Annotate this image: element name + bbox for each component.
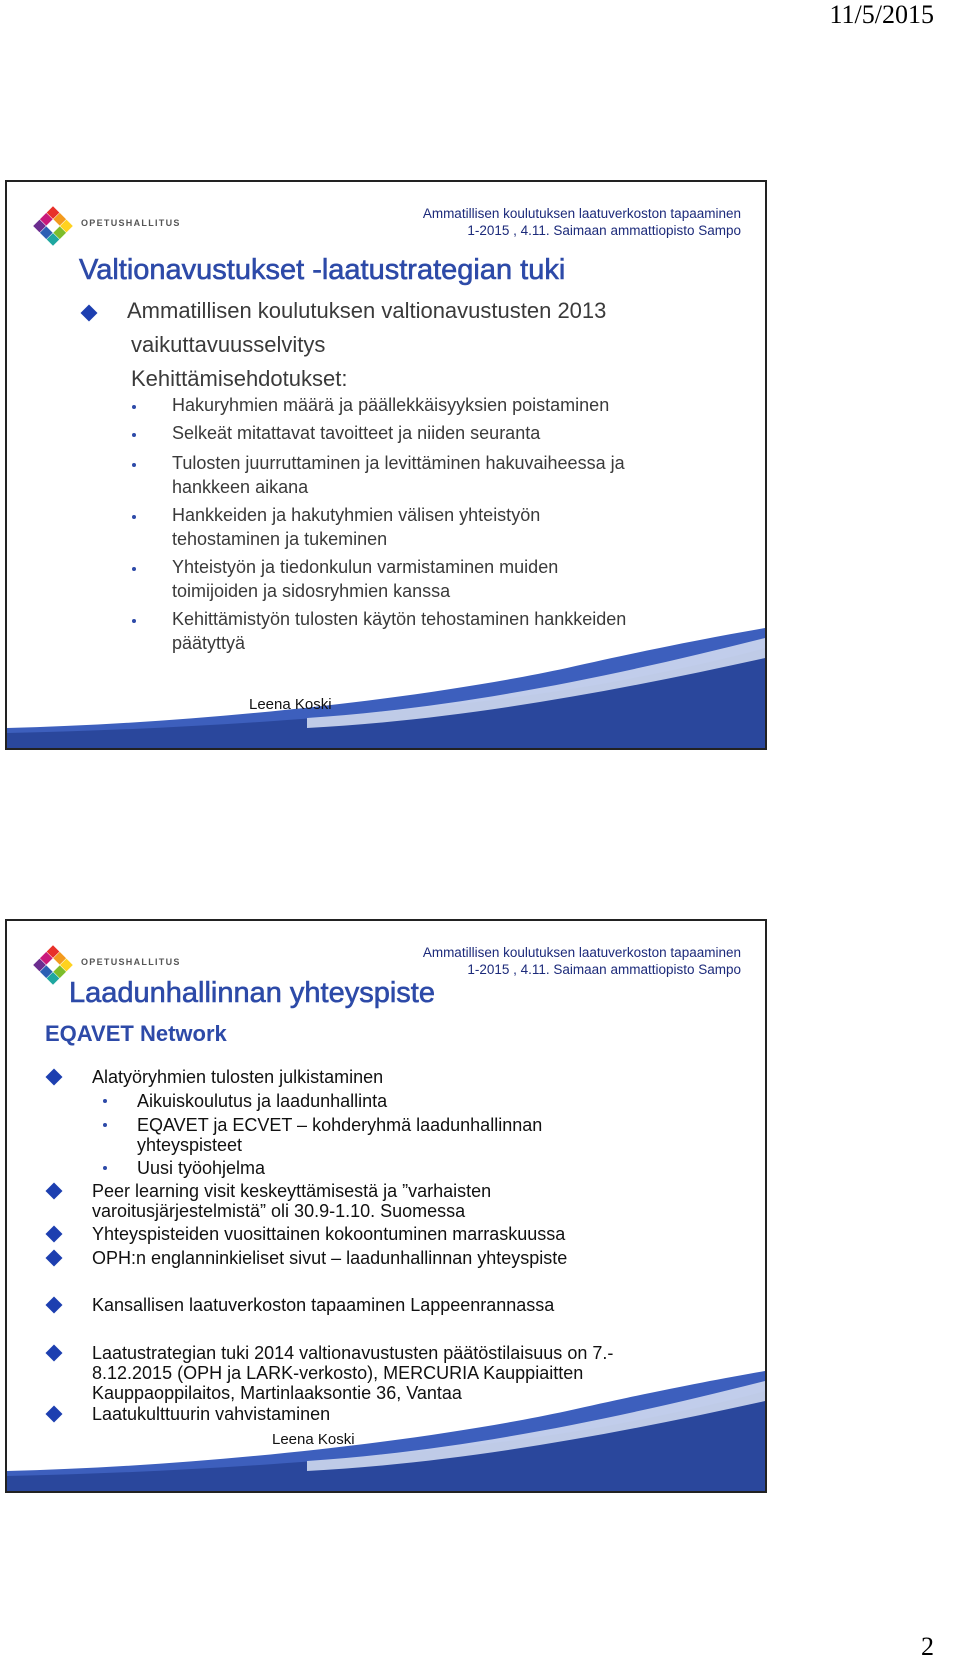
meeting-info: Ammatillisen koulutuksen laatuverkoston tapaaminen 1-2015 , 4.11. Saimaan ammattiopisto Sampo xyxy=(422,945,741,977)
diamond-bullet-icon xyxy=(46,1183,63,1200)
meeting-info: Ammatillisen koulutuksen laatuverkoston tapaaminen 1-2015 , 4.11. Saimaan ammattiopisto Sampo xyxy=(422,206,741,238)
bullet-dot-icon xyxy=(103,1099,107,1103)
footer-slogan: Osaamisen ja sivistyksen parhaaksi xyxy=(29,1437,235,1452)
bullet-dot-icon xyxy=(132,405,136,409)
diamond-bullet-icon xyxy=(46,1226,63,1243)
footer-slogan: Osaamisen ja sivistyksen parhaaksi xyxy=(29,694,235,709)
bullet-item-3: Tulosten juurruttaminen ja levittäminen hakuvaiheessa ja hankkeen aikana xyxy=(172,453,625,497)
slide-2 xyxy=(5,919,767,1493)
bullet-item-6: Kehittämistyön tulosten käytön tehostaminen hankkeiden päätyttyä xyxy=(172,609,627,653)
sub-item-2: EQAVET ja ECVET – kohderyhmä laadunhallinnan yhteyspisteet xyxy=(137,1115,543,1155)
diamond-bullet-icon xyxy=(81,305,98,322)
diamond-bullet-icon xyxy=(46,1069,63,1086)
logo-text: OPETUSHALLITUS xyxy=(81,957,181,967)
list-item-4: OPH:n englanninkieliset sivut – laadunhallinnan yhteyspiste xyxy=(92,1248,568,1268)
logo-text: OPETUSHALLITUS xyxy=(81,218,181,228)
list-item-5: Kansallisen laatuverkoston tapaaminen Lappeenrannassa xyxy=(92,1295,555,1315)
bullet-dot-icon xyxy=(132,515,136,519)
bullet-dot-icon xyxy=(132,433,136,437)
bullet-item-2: Selkeät mitattavat tavoitteet ja niiden seuranta xyxy=(172,423,541,443)
list-item-7: Laatukulttuurin vahvistaminen xyxy=(92,1404,331,1424)
list-item-6: Laatustrategian tuki 2014 valtionavustusten päätöstilaisuus on 7.- 8.12.2015 (OPH ja LARK-verkosto), MERCURIA Kauppiaitten Kauppaoppilaitos, Martinlaaksontie 36, Vantaa xyxy=(92,1343,614,1403)
page-date: 11/5/2015 xyxy=(829,0,934,29)
footer-swoosh-decoration xyxy=(7,628,765,748)
slide-title: Valtionavustukset -laatustrategian tuki xyxy=(79,254,566,286)
footer-swoosh-decoration xyxy=(7,1371,765,1491)
bullet-item-4: Hankkeiden ja hakutyhmien välisen yhteistyön tehostaminen ja tukeminen xyxy=(172,505,541,549)
page-number: 2 xyxy=(921,1632,934,1661)
lead-line-3: Kehittämisehdotukset: xyxy=(131,366,348,391)
diamond-bullet-icon xyxy=(46,1297,63,1314)
lead-line-2: vaikuttavuusselvitys xyxy=(131,332,326,357)
list-item-2: Peer learning visit keskeyttämisestä ja ”varhaisten varoitusjärjestelmistä” oli 30.9-1.10. Suomessa xyxy=(92,1181,492,1221)
bullet-dot-icon xyxy=(132,567,136,571)
logo-diamond-icon xyxy=(31,204,75,248)
opetushallitus-logo xyxy=(31,204,181,248)
lead-line-1: Ammatillisen koulutuksen valtionavustusten 2013 xyxy=(127,298,607,323)
sub-item-3: Uusi työohjelma xyxy=(137,1158,266,1178)
bullet-item-5: Yhteistyön ja tiedonkulun varmistaminen muiden toimijoiden ja sidosryhmien kanssa xyxy=(172,557,559,601)
bullet-item-1: Hakuryhmien määrä ja päällekkäisyyksien poistaminen xyxy=(172,395,610,415)
footer-author: Leena Koski xyxy=(249,696,332,713)
bullet-dot-icon xyxy=(103,1166,107,1170)
bullet-dot-icon xyxy=(103,1123,107,1127)
slide-title: Laadunhallinnan yhteyspiste xyxy=(69,977,435,1009)
slide-1 xyxy=(5,180,767,750)
sub-item-1: Aikuiskoulutus ja laadunhallinta xyxy=(137,1091,388,1111)
bullet-dot-icon xyxy=(132,619,136,623)
list-item-1: Alatyöryhmien tulosten julkistaminen xyxy=(92,1067,384,1087)
list-item-3: Yhteyspisteiden vuosittainen kokoontuminen marraskuussa xyxy=(92,1224,566,1244)
diamond-bullet-icon xyxy=(46,1250,63,1267)
diamond-bullet-icon xyxy=(46,1345,63,1362)
bullet-dot-icon xyxy=(132,463,136,467)
footer-author: Leena Koski xyxy=(272,1431,355,1448)
subheading: EQAVET Network xyxy=(45,1021,227,1046)
